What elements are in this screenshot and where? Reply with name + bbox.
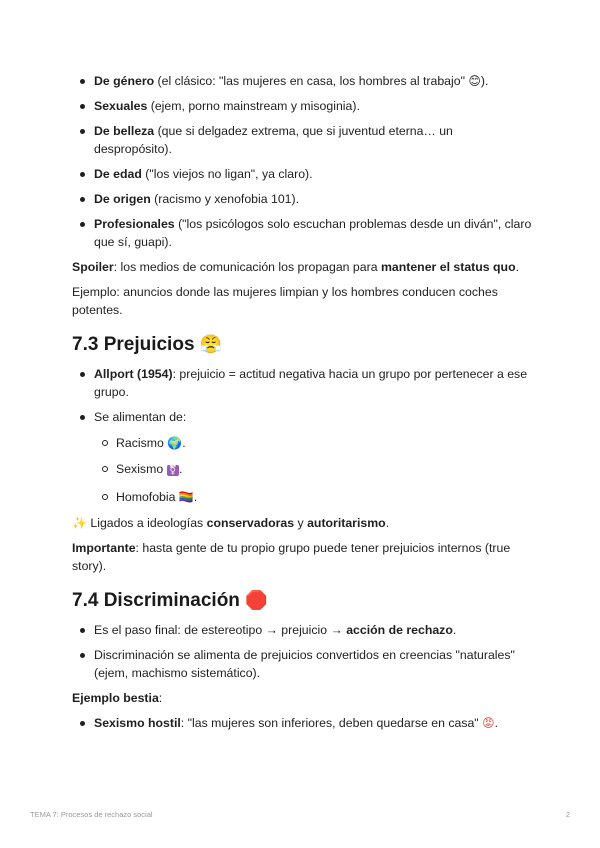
rainbow-flag-emoji-icon: 🏳️‍🌈 xyxy=(178,490,194,504)
list-item: Allport (1954): prejuicio = actitud negativa hacia un grupo por pertenecer a ese grupo. xyxy=(72,365,532,401)
stereotype-types-list xyxy=(72,72,532,251)
stop-sign-emoji-icon: 🛑 xyxy=(245,590,268,611)
linked-paragraph: ✨ Ligados a ideologías conservadoras y autoritarismo. xyxy=(72,516,390,530)
list-item: De belleza (que si delgadez extrema, que si juventud eterna… un despropósito). xyxy=(72,122,532,158)
huffing-face-emoji-icon: 😤 xyxy=(199,334,223,355)
angry-face-emoji-icon: 😡 xyxy=(482,716,495,730)
section-heading-prejuicios: 7.3 Prejuicios 😤 xyxy=(72,334,223,355)
important-paragraph: Importante: hasta gente de tu propio grupo puede tener prejuicios internos (true story). xyxy=(72,541,511,573)
page-number: 2 xyxy=(565,810,570,819)
sparkles-emoji-icon: ✨ xyxy=(72,516,87,530)
spoiler-paragraph: Spoiler: los medios de comunicación los propagan para mantener el status quo. xyxy=(72,260,520,274)
sublist-item: Racismo 🌍. xyxy=(94,434,532,452)
list-item: Se alimentan de: Racismo 🌍. Sexismo ⚧ . Homofobia 🏳️‍🌈. xyxy=(72,408,532,506)
sublist-item: Homofobia 🏳️‍🌈. xyxy=(94,488,532,506)
list-item: Profesionales ("los psicólogos solo escuchan problemas desde un diván", claro que sí, guapi). xyxy=(72,215,532,251)
list-item: Sexismo hostil: "las mujeres son inferiores, deben quedarse en casa" 😡. xyxy=(72,714,532,732)
smile-emoji-icon: 😊 xyxy=(468,74,481,88)
list-item: Es el paso final: de estereotipo → prejuicio → acción de rechazo. xyxy=(72,621,532,639)
transgender-symbol-emoji-icon: ⚧ xyxy=(168,465,177,476)
list-item: Sexuales (ejem, porno mainstream y misoginia). xyxy=(72,97,532,115)
list-item: De origen (racismo y xenofobia 101). xyxy=(72,190,532,208)
example-bestia-list xyxy=(72,714,532,732)
feed-sublist xyxy=(94,434,532,506)
page-footer xyxy=(30,810,570,819)
footer-title: TEMA 7: Procesos de rechazo social xyxy=(30,810,153,819)
example-bestia-paragraph: Ejemplo bestia: xyxy=(72,691,163,705)
list-item: De edad ("los viejos no ligan", ya claro). xyxy=(72,165,532,183)
prejuicios-list xyxy=(72,365,532,506)
page-content xyxy=(72,72,532,739)
example-paragraph: Ejemplo: anuncios donde las mujeres limpian y los hombres conducen coches potentes. xyxy=(72,285,498,317)
globe-emoji-icon: 🌍 xyxy=(167,436,183,450)
discriminacion-list xyxy=(72,621,532,682)
list-item: De género (el clásico: "las mujeres en casa, los hombres al trabajo" 😊). xyxy=(72,72,532,90)
list-item: Discriminación se alimenta de prejuicios convertidos en creencias "naturales" (ejem, machismo sistemático). xyxy=(72,646,532,682)
section-heading-discriminacion: 7.4 Discriminación 🛑 xyxy=(72,590,268,611)
sublist-item: Sexismo ⚧ . xyxy=(94,460,532,480)
